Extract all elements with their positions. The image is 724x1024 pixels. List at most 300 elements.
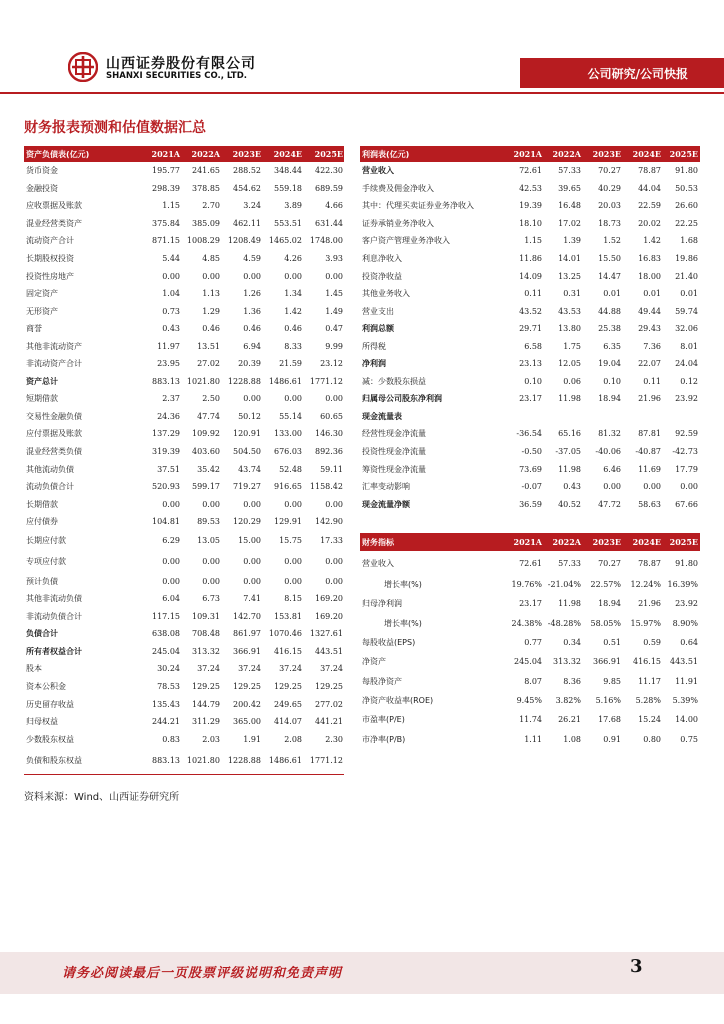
- table-cell: 18.94: [598, 599, 621, 609]
- row-label: 每股净资产: [362, 676, 402, 686]
- table-row: [24, 197, 344, 215]
- table-cell: 1.91: [243, 735, 261, 745]
- table-cell: 454.62: [233, 183, 261, 193]
- table-row: [24, 590, 344, 608]
- table-row: [24, 373, 344, 391]
- table-cell: 21.59: [279, 359, 302, 369]
- table-row: [24, 180, 344, 198]
- row-label: 增长率(%): [384, 580, 422, 590]
- table-cell: 0.00: [325, 271, 343, 281]
- table-cell: 0.00: [680, 482, 698, 492]
- company-logo-icon: [68, 52, 98, 82]
- table-cell: 553.51: [274, 218, 302, 228]
- table-cell: 18.94: [598, 394, 621, 404]
- table-cell: 81.32: [598, 429, 621, 439]
- table-cell: 6.35: [603, 341, 621, 351]
- row-label: 市净率(P/B): [362, 734, 406, 744]
- table-cell: 861.97: [233, 629, 261, 639]
- table-cell: 18.00: [638, 271, 661, 281]
- table-cell: 0.10: [524, 376, 542, 386]
- table-cell: 0.12: [680, 376, 698, 386]
- balance_sheet-header-cell: 2021A: [151, 149, 180, 159]
- table-cell: 6.29: [162, 535, 180, 545]
- table-cell: 0.34: [563, 638, 581, 648]
- company-name-cn: 山西证券股份有限公司: [106, 56, 256, 72]
- table-cell: 0.01: [643, 289, 661, 299]
- table-cell: 0.73: [162, 306, 180, 316]
- table-cell: 1771.12: [309, 376, 343, 386]
- table-cell: 19.39: [519, 201, 542, 211]
- table-cell: 249.65: [274, 699, 302, 709]
- table-cell: 200.42: [233, 699, 261, 709]
- table-cell: 142.70: [233, 611, 261, 621]
- table-cell: 378.85: [192, 183, 220, 193]
- table-cell: 2.03: [202, 735, 220, 745]
- table-cell: 11.98: [558, 464, 581, 474]
- table-cell: 37.24: [238, 664, 261, 674]
- table-cell: 0.75: [680, 734, 698, 744]
- table-row: [24, 320, 344, 338]
- table-cell: 1.36: [243, 306, 261, 316]
- table-cell: 348.44: [274, 166, 302, 176]
- table-row: [360, 408, 700, 426]
- income_statement-header-cell: 2021A: [513, 149, 542, 159]
- table-row: [360, 671, 700, 690]
- table-cell: 27.02: [197, 359, 220, 369]
- table-cell: 1.04: [162, 289, 180, 299]
- table-cell: 24.04: [675, 359, 698, 369]
- table-cell: 719.27: [233, 482, 261, 492]
- indicators-header-cell: 2025E: [669, 537, 698, 547]
- table-cell: 20.03: [598, 201, 621, 211]
- table-cell: 443.51: [315, 646, 343, 656]
- table-cell: 21.96: [638, 394, 661, 404]
- table-cell: 5.44: [162, 254, 180, 263]
- table-cell: 0.00: [243, 556, 261, 566]
- row-label: 应收票据及账款: [26, 201, 82, 211]
- balance_sheet-header-row: [24, 146, 344, 162]
- table-cell: 1.13: [202, 289, 220, 299]
- table-cell: 0.00: [284, 499, 302, 509]
- table-cell: 0.00: [202, 499, 220, 509]
- table-cell: 916.65: [274, 482, 302, 492]
- table-row: [360, 478, 700, 496]
- table-cell: 4.26: [284, 254, 302, 263]
- row-label: 营业收入: [362, 166, 394, 176]
- table-cell: 414.07: [274, 717, 302, 727]
- balance_sheet-header-cell: 2024E: [273, 149, 302, 159]
- table-cell: 40.52: [558, 499, 581, 509]
- table-row: [24, 495, 344, 513]
- table-cell: 1.42: [284, 306, 302, 316]
- table-cell: 13.80: [558, 324, 581, 334]
- table-cell: 1008.29: [186, 236, 220, 246]
- table-cell: 504.50: [233, 447, 261, 457]
- table-row: [24, 550, 344, 572]
- table-cell: 638.08: [152, 629, 180, 639]
- row-label: 所得税: [362, 341, 386, 351]
- table-cell: 0.10: [603, 376, 621, 386]
- table-row: [360, 180, 700, 198]
- table-cell: 129.25: [192, 682, 220, 692]
- table-cell: 25.38: [598, 324, 621, 334]
- table-cell: 366.91: [593, 657, 621, 667]
- table-cell: 23.17: [519, 599, 542, 609]
- table-cell: 599.17: [192, 482, 220, 492]
- row-label: 少数股东权益: [26, 735, 74, 745]
- table-cell: 44.04: [638, 183, 661, 193]
- table-row: [24, 730, 344, 749]
- table-cell: 4.66: [325, 201, 343, 211]
- page-number: 3: [630, 956, 643, 977]
- table-cell: 14.00: [675, 715, 698, 725]
- indicators-header-cell: 2024E: [632, 537, 661, 547]
- table-row: [24, 162, 344, 180]
- table-cell: 142.90: [315, 517, 343, 527]
- row-label: 经营性现金净流量: [362, 429, 426, 439]
- table-cell: 9.85: [603, 676, 621, 686]
- table-cell: 6.94: [243, 341, 261, 351]
- table-cell: 78.87: [638, 558, 661, 568]
- table-cell: 43.52: [519, 306, 542, 316]
- table-cell: -0.07: [521, 482, 542, 492]
- row-label: 归属母公司股东净利润: [362, 394, 442, 404]
- table-row: [360, 232, 700, 250]
- table-cell: 16.83: [638, 254, 661, 263]
- table-cell: 15.50: [598, 254, 621, 263]
- table-cell: 43.53: [558, 306, 581, 316]
- table-cell: 0.00: [162, 556, 180, 566]
- table-cell: 17.79: [675, 464, 698, 474]
- table-row: [360, 575, 700, 594]
- row-label: 应付票据及账款: [26, 429, 82, 439]
- table-cell: 15.75: [279, 535, 302, 545]
- table-cell: 403.60: [192, 447, 220, 457]
- table-cell: 416.15: [274, 646, 302, 656]
- row-label: 归母净利润: [362, 599, 402, 609]
- row-label: 其他非流动负债: [26, 594, 82, 604]
- table-cell: 0.43: [162, 324, 180, 334]
- indicators-header-row: [360, 533, 700, 551]
- table-cell: 16.39%: [667, 580, 698, 590]
- table-cell: 13.51: [197, 341, 220, 351]
- row-label: 历史留存收益: [26, 699, 74, 709]
- table-cell: 0.00: [243, 499, 261, 509]
- table-cell: 153.81: [274, 611, 302, 621]
- table-cell: 416.15: [633, 657, 661, 667]
- table-cell: 0.00: [243, 394, 261, 404]
- table-cell: 1327.61: [309, 629, 343, 639]
- table-row: [24, 608, 344, 626]
- row-label: 营业支出: [362, 306, 394, 316]
- row-label: 减：少数股东损益: [362, 376, 426, 386]
- balance-sheet-table: [24, 146, 344, 771]
- table-cell: 23.92: [675, 599, 698, 609]
- table-row: [360, 373, 700, 391]
- table-cell: 44.88: [598, 306, 621, 316]
- table-cell: 9.99: [325, 341, 343, 351]
- table-cell: 0.83: [162, 735, 180, 745]
- row-label: 筹资性现金净流量: [362, 464, 426, 474]
- table-cell: 35.42: [197, 464, 220, 474]
- row-label: 证券承销业务净收入: [362, 218, 434, 228]
- table-cell: 9.45%: [516, 695, 542, 705]
- table-cell: 245.04: [514, 657, 542, 667]
- table-row: [360, 355, 700, 373]
- table-cell: 11.98: [558, 394, 581, 404]
- table-cell: 1.52: [603, 236, 621, 246]
- table-cell: 39.65: [558, 183, 581, 193]
- table-cell: 277.02: [315, 699, 343, 709]
- table-cell: 42.53: [519, 183, 542, 193]
- table-cell: 3.89: [284, 201, 302, 211]
- table-cell: -0.50: [521, 447, 542, 457]
- row-label: 所有者权益合计: [26, 646, 82, 656]
- table-cell: 520.93: [152, 482, 180, 492]
- table-row: [24, 390, 344, 408]
- table-cell: 37.24: [279, 664, 302, 674]
- table-cell: 0.59: [643, 638, 661, 648]
- table-cell: 89.53: [197, 517, 220, 527]
- table-cell: 0.46: [243, 324, 261, 334]
- table-row: [24, 572, 344, 590]
- table-cell: 365.00: [233, 717, 261, 727]
- table-row: [360, 250, 700, 268]
- row-label: 投资净收益: [362, 271, 402, 281]
- table-cell: 22.25: [675, 218, 698, 228]
- table-row: [24, 443, 344, 461]
- table-cell: 129.25: [315, 682, 343, 692]
- table-cell: 109.31: [192, 611, 220, 621]
- table-cell: 129.91: [274, 517, 302, 527]
- row-label: 长期股权投资: [26, 254, 74, 263]
- table-cell: 5.39%: [672, 695, 698, 705]
- table-cell: 72.61: [519, 558, 542, 568]
- table-cell: 17.02: [558, 218, 581, 228]
- table-cell: 58.63: [638, 499, 661, 509]
- table-cell: 40.29: [598, 183, 621, 193]
- table-cell: -37.05: [555, 447, 581, 457]
- table-cell: 0.00: [325, 394, 343, 404]
- table-cell: 0.00: [162, 271, 180, 281]
- table-cell: 2.37: [162, 394, 180, 404]
- table-cell: 0.00: [325, 499, 343, 509]
- table-cell: 1.29: [202, 306, 220, 316]
- table-row: [360, 633, 700, 652]
- balance_sheet-header-cell: 2025E: [314, 149, 343, 159]
- table-cell: 1.42: [643, 236, 661, 246]
- table-cell: 0.77: [524, 638, 542, 648]
- table-cell: 21.96: [638, 599, 661, 609]
- table-cell: 169.20: [315, 594, 343, 604]
- table-row: [24, 285, 344, 303]
- table-cell: 422.30: [315, 166, 343, 176]
- table-cell: 26.60: [675, 201, 698, 211]
- table-cell: 20.39: [238, 359, 261, 369]
- table-cell: 2.30: [325, 735, 343, 745]
- row-label: 长期应付款: [26, 535, 66, 545]
- table-row: [360, 425, 700, 443]
- table-cell: 0.00: [325, 556, 343, 566]
- table-cell: 22.07: [638, 359, 661, 369]
- row-label: 长期借款: [26, 499, 58, 509]
- table-cell: 37.51: [157, 464, 180, 474]
- table-cell: 120.29: [233, 517, 261, 527]
- table-cell: 4.59: [243, 254, 261, 263]
- table-cell: 59.11: [320, 464, 343, 474]
- table-cell: 6.46: [603, 464, 621, 474]
- table-cell: 0.00: [284, 556, 302, 566]
- table-cell: 50.12: [238, 411, 261, 421]
- table-cell: 133.00: [274, 429, 302, 439]
- row-label: 股本: [26, 664, 42, 674]
- table-cell: 1771.12: [309, 755, 343, 765]
- table-cell: 1021.80: [186, 755, 220, 765]
- table-row: [24, 267, 344, 285]
- row-label: 其他业务收入: [362, 289, 410, 299]
- table-cell: 0.00: [202, 556, 220, 566]
- table-cell: 87.81: [638, 429, 661, 439]
- row-label: 手续费及佣金净收入: [362, 183, 434, 193]
- table-cell: 0.43: [563, 482, 581, 492]
- income_statement-header-cell: 2025E: [669, 149, 698, 159]
- table-cell: 146.30: [315, 429, 343, 439]
- table-cell: 8.36: [563, 676, 581, 686]
- table-cell: 18.73: [598, 218, 621, 228]
- table-cell: 11.98: [558, 599, 581, 609]
- table-cell: 19.04: [598, 359, 621, 369]
- row-label: 金融投资: [26, 183, 58, 193]
- table-cell: 109.92: [192, 429, 220, 439]
- table-cell: 36.59: [519, 499, 542, 509]
- row-label: 投资性房地产: [26, 271, 74, 281]
- row-label: 现金流量净额: [362, 499, 410, 509]
- row-label: 资产总计: [26, 376, 58, 386]
- table-cell: 92.59: [675, 429, 698, 439]
- table-cell: 6.73: [202, 594, 220, 604]
- table-cell: 91.80: [675, 558, 698, 568]
- table-cell: 3.93: [325, 254, 343, 263]
- table-cell: 16.48: [558, 201, 581, 211]
- table-cell: 0.00: [284, 271, 302, 281]
- row-label: 商誉: [26, 324, 42, 334]
- table-cell: 2.50: [202, 394, 220, 404]
- table-cell: 0.31: [563, 289, 581, 299]
- table-cell: -40.06: [595, 447, 621, 457]
- table-cell: 1465.02: [268, 236, 302, 246]
- row-label: 利息净收入: [362, 254, 402, 263]
- table-cell: 676.03: [274, 447, 302, 457]
- table-cell: 23.95: [157, 359, 180, 369]
- row-label: 净资产收益率(ROE): [362, 695, 434, 705]
- table-cell: 22.59: [638, 201, 661, 211]
- table-cell: 288.52: [233, 166, 261, 176]
- table-cell: 47.72: [598, 499, 621, 509]
- table-cell: 60.65: [320, 411, 343, 421]
- table-cell: 104.81: [152, 517, 180, 527]
- table-cell: 14.09: [519, 271, 542, 281]
- table-cell: 72.61: [519, 166, 542, 176]
- table-cell: 11.86: [519, 254, 542, 263]
- table-cell: 0.01: [680, 289, 698, 299]
- table-cell: 67.66: [675, 499, 698, 509]
- income-statement-table: [360, 146, 700, 513]
- table-cell: 65.16: [558, 429, 581, 439]
- table-cell: 443.51: [670, 657, 698, 667]
- table-cell: 23.92: [675, 394, 698, 404]
- table-cell: 8.15: [284, 594, 302, 604]
- table-cell: 91.80: [675, 166, 698, 176]
- table-cell: 375.84: [152, 218, 180, 228]
- table-cell: 37.24: [320, 664, 343, 674]
- table-cell: 1.45: [325, 289, 343, 299]
- table-cell: 0.00: [202, 271, 220, 281]
- table-row: [24, 408, 344, 426]
- table-row: [360, 691, 700, 710]
- table-row: [24, 643, 344, 661]
- row-label: 营业收入: [362, 558, 394, 568]
- table-cell: 11.91: [675, 676, 698, 686]
- table-cell: 0.00: [243, 576, 261, 586]
- table-cell: 0.64: [680, 638, 698, 648]
- table-cell: 8.07: [524, 676, 542, 686]
- table-cell: 47.74: [197, 411, 220, 421]
- row-label: 非流动负债合计: [26, 611, 82, 621]
- table-cell: -40.87: [635, 447, 661, 457]
- table-cell: 1.49: [325, 306, 343, 316]
- table-cell: 135.43: [152, 699, 180, 709]
- table-row: [360, 710, 700, 729]
- table-cell: 2.08: [284, 735, 302, 745]
- table-cell: 441.21: [315, 717, 343, 727]
- table-cell: 23.12: [320, 359, 343, 369]
- row-label: 其他流动负债: [26, 464, 74, 474]
- table-cell: 30.24: [157, 664, 180, 674]
- table-cell: 14.01: [558, 254, 581, 263]
- income_statement-header-cell: 2022A: [552, 149, 581, 159]
- table-cell: 6.58: [524, 341, 542, 351]
- table-row: [360, 729, 700, 748]
- table-cell: 14.47: [598, 271, 621, 281]
- table-row: [360, 215, 700, 233]
- table-cell: 120.91: [233, 429, 261, 439]
- indicators-header-cell: 2022A: [552, 537, 581, 547]
- row-label: 流动负债合计: [26, 482, 74, 492]
- table-cell: 0.00: [162, 499, 180, 509]
- table-cell: 24.38%: [511, 618, 542, 628]
- table-cell: 1.75: [563, 341, 581, 351]
- table-row: [24, 250, 344, 268]
- table-cell: 313.32: [192, 646, 220, 656]
- table-cell: 2.70: [202, 201, 220, 211]
- row-label: 增长率(%): [384, 618, 422, 628]
- table-cell: 117.15: [152, 611, 180, 621]
- table-cell: 1208.49: [227, 236, 261, 246]
- table-cell: 21.40: [675, 271, 698, 281]
- table-cell: 1.26: [243, 289, 261, 299]
- balance_sheet-header-cell: 资产负债表(亿元): [26, 149, 90, 159]
- table-cell: 37.24: [197, 664, 220, 674]
- table-cell: 0.00: [603, 482, 621, 492]
- income_statement-header-row: [360, 146, 700, 162]
- table-cell: 70.27: [598, 558, 621, 568]
- table-cell: 3.24: [243, 201, 261, 211]
- table-cell: 23.17: [519, 394, 542, 404]
- table-cell: 0.80: [643, 734, 661, 744]
- row-label: 客户资产管理业务净收入: [362, 236, 450, 246]
- table-row: [24, 355, 344, 373]
- row-label: 现金流量表: [362, 411, 402, 421]
